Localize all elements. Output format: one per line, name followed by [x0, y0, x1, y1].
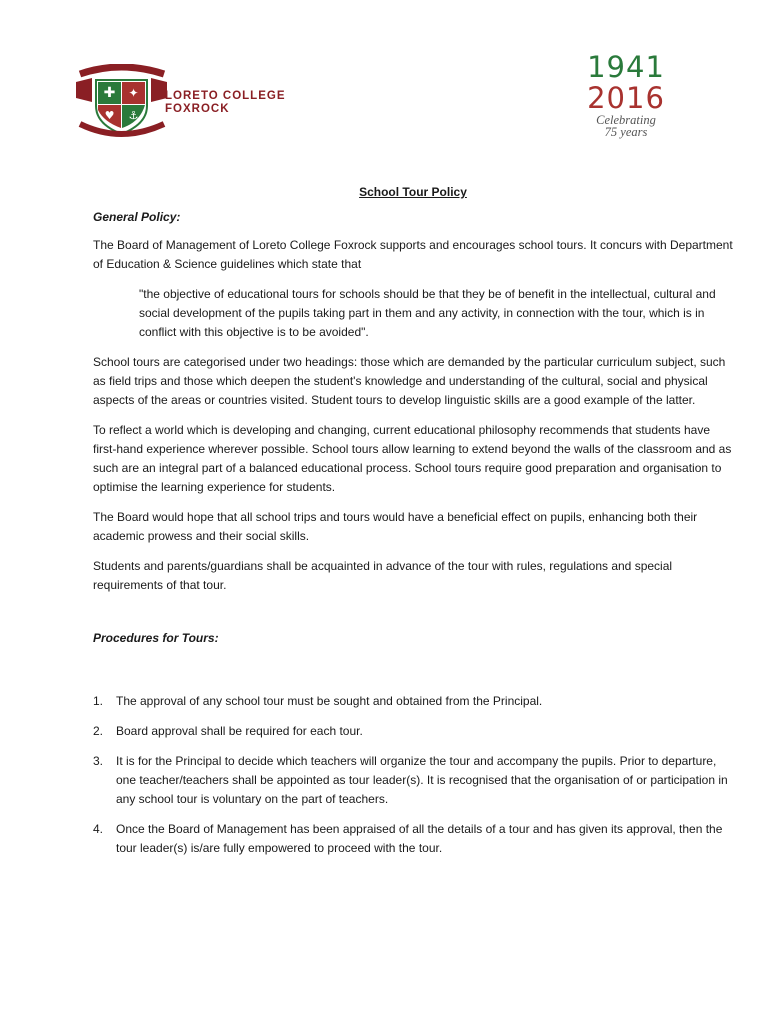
list-item — [93, 722, 733, 741]
svg-text:⚓: ⚓ — [128, 109, 139, 122]
college-name — [165, 90, 286, 116]
list-item-number: 4. — [93, 822, 104, 836]
list-item — [93, 752, 733, 809]
year-end: 2016 — [587, 81, 665, 115]
guidelines-quote: "the objective of educational tours for schools should be that they be of benefit in the intellectual, cultural and social development of the pupils taking part in them and any activity, in connection with the tour, which is in conflict with this objective is to be avoided". — [139, 287, 716, 339]
list-item — [93, 692, 733, 711]
policy-document — [93, 183, 733, 869]
svg-text:♥: ♥ — [104, 109, 115, 122]
list-item-text: Board approval shall be required for each tour. — [116, 724, 363, 738]
list-item-number: 2. — [93, 724, 104, 738]
list-item-text: The approval of any school tour must be sought and obtained from the Principal. — [116, 694, 543, 708]
celebrating-line2: 75 years — [604, 125, 648, 139]
year-start: 1941 — [587, 50, 665, 84]
procedures-list — [93, 692, 733, 858]
list-item-number: 3. — [93, 754, 104, 768]
list-item — [93, 820, 733, 858]
college-logo — [74, 64, 286, 140]
college-name-line2: FOXROCK — [165, 103, 230, 115]
paragraph-categories: School tours are categorised under two headings: those which are demanded by the particular curriculum subject, such as field trips and those which deepen the student's knowledge and understanding of the cultural, social and physical aspects of the areas or countries visited. Student tours to develop linguistic skills are a good example of the latter. — [93, 355, 726, 407]
svg-text:✦: ✦ — [128, 86, 139, 100]
paragraph-philosophy: To reflect a world which is developing and changing, current educational philosophy recommends that students have first-hand experience wherever possible. School tours allow learning to extend beyond the walls of the classroom and as such are an integral part of a balanced educational process. School tours require good preparation and organisation to optimise the learning experience for students. — [93, 423, 732, 494]
paragraph-intro: The Board of Management of Loreto College Foxrock supports and encourages school tours. It concurs with Department of Education & Science guidelines which state that — [93, 238, 733, 271]
paragraph-parents: Students and parents/guardians shall be acquainted in advance of the tour with rules, regulations and special requirements of that tour. — [93, 559, 673, 592]
general-policy-heading: General Policy: — [93, 210, 181, 224]
celebrating-line1: Celebrating — [596, 113, 656, 127]
college-crest-icon — [74, 64, 169, 140]
list-item-text: Once the Board of Management has been appraised of all the details of a tour and has given its approval, then the tour leader(s) is/are fully empowered to proceed with the tour. — [116, 822, 723, 855]
procedures-heading: Procedures for Tours: — [93, 631, 219, 645]
document-title: School Tour Policy — [359, 185, 467, 199]
college-name-line1: LORETO COLLEGE — [165, 90, 286, 102]
anniversary-badge — [586, 52, 666, 138]
svg-text:✚: ✚ — [103, 85, 116, 101]
list-item-number: 1. — [93, 694, 104, 708]
list-item-text: It is for the Principal to decide which teachers will organize the tour and accompany the pupils. Prior to departure, one teacher/teachers shall be appointed as tour leader(s). It is recognised that the organisation of or participation in any school tour is voluntary on the part of teachers. — [116, 754, 728, 806]
paragraph-board-hope: The Board would hope that all school trips and tours would have a beneficial effect on pupils, enhancing both their academic prowess and their social skills. — [93, 510, 698, 543]
